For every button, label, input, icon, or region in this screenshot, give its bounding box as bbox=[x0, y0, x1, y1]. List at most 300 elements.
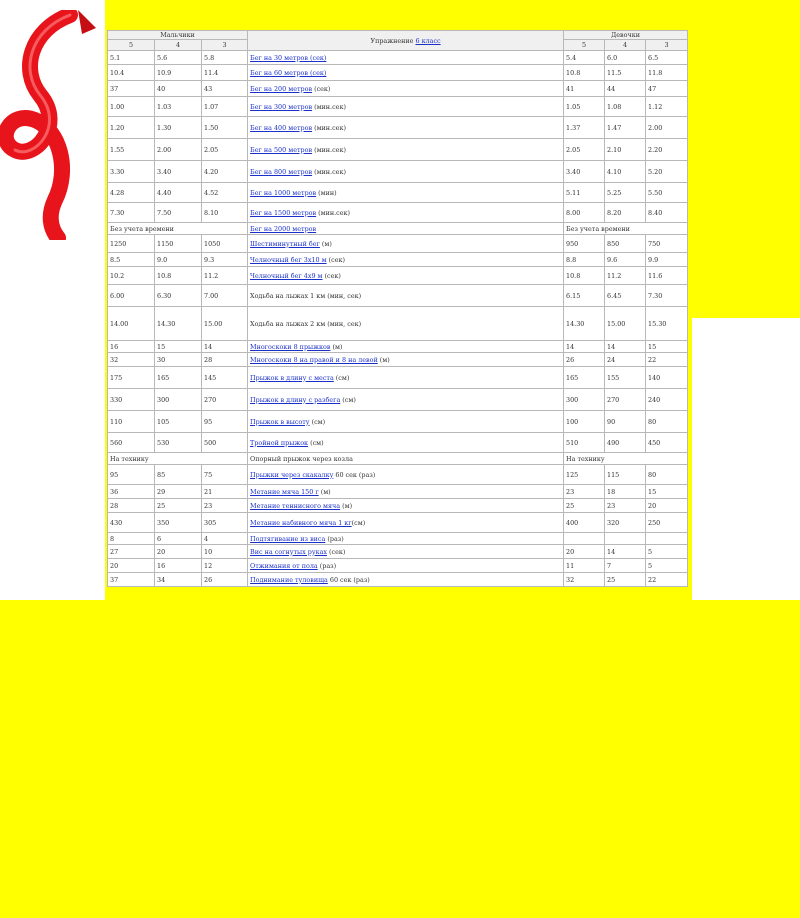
boys-value-cell: 10.9 bbox=[155, 65, 202, 81]
exercise-cell bbox=[248, 341, 564, 353]
boys-value-cell: 10.4 bbox=[108, 65, 155, 81]
boys-value-cell: 29 bbox=[155, 485, 202, 499]
girls-value-cell: 8.40 bbox=[646, 203, 688, 223]
boys-value-cell: 560 bbox=[108, 433, 155, 453]
boys-grade-3: 3 bbox=[202, 40, 248, 51]
girls-value-cell: 11.2 bbox=[605, 267, 646, 285]
girls-grade-3: 3 bbox=[646, 40, 688, 51]
girls-value-cell: 300 bbox=[564, 389, 605, 411]
girls-value-cell: 140 bbox=[646, 367, 688, 389]
norms-table bbox=[107, 30, 688, 587]
exercise-cell bbox=[248, 485, 564, 499]
boys-value-cell: 1.30 bbox=[155, 117, 202, 139]
exercise-unit: (см) bbox=[351, 518, 366, 527]
boys-value-cell: 12 bbox=[202, 559, 248, 573]
exercise-link[interactable]: Многоскоки 8 на правой и 8 на левой bbox=[250, 355, 378, 364]
boys-value-cell: 305 bbox=[202, 513, 248, 533]
table-row bbox=[108, 465, 688, 485]
exercise-link[interactable]: Прыжки через скакалку bbox=[250, 470, 334, 479]
boys-value-cell: 28 bbox=[108, 499, 155, 513]
exercise-unit: Ходьба на лыжах 1 км (мин, сек) bbox=[250, 291, 362, 300]
exercise-cell bbox=[248, 285, 564, 307]
girls-value-cell: 20 bbox=[564, 545, 605, 559]
girls-value-cell: 2.10 bbox=[605, 139, 646, 161]
exercise-link[interactable]: Метание мяча 150 г bbox=[250, 487, 319, 496]
girls-value-cell: 3.40 bbox=[564, 161, 605, 183]
girls-value-cell: 23 bbox=[605, 499, 646, 513]
boys-note-cell: Без учета времени bbox=[108, 223, 248, 235]
boys-grade-5: 5 bbox=[108, 40, 155, 51]
table-row bbox=[108, 513, 688, 533]
exercise-header bbox=[248, 31, 564, 51]
girls-value-cell: 750 bbox=[646, 235, 688, 253]
girls-value-cell: 2.00 bbox=[646, 117, 688, 139]
girls-value-cell: 14 bbox=[564, 341, 605, 353]
boys-value-cell: 27 bbox=[108, 545, 155, 559]
boys-value-cell: 430 bbox=[108, 513, 155, 533]
exercise-link[interactable]: Шестиминутный бег bbox=[250, 239, 320, 248]
girls-value-cell bbox=[564, 533, 605, 545]
exercise-unit: (м) bbox=[340, 501, 353, 510]
boys-value-cell: 16 bbox=[155, 559, 202, 573]
boys-value-cell: 5.6 bbox=[155, 51, 202, 65]
girls-value-cell: 490 bbox=[605, 433, 646, 453]
table-row bbox=[108, 485, 688, 499]
exercise-cell bbox=[248, 411, 564, 433]
boys-value-cell: 165 bbox=[155, 367, 202, 389]
boys-value-cell: 32 bbox=[108, 353, 155, 367]
exercise-unit: (сек) bbox=[326, 255, 345, 264]
girls-value-cell: 18 bbox=[605, 485, 646, 499]
girls-value-cell: 23 bbox=[564, 485, 605, 499]
exercise-unit: (мин.сек) bbox=[316, 208, 351, 217]
boys-value-cell: 2.05 bbox=[202, 139, 248, 161]
exercise-link[interactable]: Бег на 200 метров bbox=[250, 84, 313, 93]
boys-value-cell: 15.00 bbox=[202, 307, 248, 341]
girls-value-cell: 950 bbox=[564, 235, 605, 253]
girls-value-cell: 14.30 bbox=[564, 307, 605, 341]
girls-value-cell: 15.00 bbox=[605, 307, 646, 341]
boys-value-cell: 2.00 bbox=[155, 139, 202, 161]
exercise-unit: (м) bbox=[319, 239, 332, 248]
section-row bbox=[108, 453, 688, 465]
exercise-link[interactable]: Метание набивного мяча 1 кг bbox=[250, 518, 352, 527]
girls-value-cell: 22 bbox=[646, 573, 688, 587]
exercise-cell bbox=[248, 389, 564, 411]
header-row-top bbox=[108, 31, 688, 40]
exercise-unit: (см) bbox=[308, 438, 324, 447]
boys-value-cell: 5.8 bbox=[202, 51, 248, 65]
exercise-cell bbox=[248, 559, 564, 573]
exercise-unit: Ходьба на лыжах 2 км (мин, сек) bbox=[250, 319, 362, 328]
boys-header: Мальчики bbox=[108, 31, 248, 40]
boys-value-cell: 500 bbox=[202, 433, 248, 453]
boys-value-cell: 4.20 bbox=[202, 161, 248, 183]
exercise-cell bbox=[248, 203, 564, 223]
girls-value-cell bbox=[646, 533, 688, 545]
exercise-cell bbox=[248, 139, 564, 161]
exercise-link[interactable]: Челночный бег 3х10 м bbox=[250, 255, 327, 264]
boys-value-cell: 175 bbox=[108, 367, 155, 389]
boys-note-cell: На технику bbox=[108, 453, 248, 465]
girls-value-cell: 22 bbox=[646, 353, 688, 367]
girls-note-cell: Без учета времени bbox=[564, 223, 688, 235]
girls-value-cell: 9.6 bbox=[605, 253, 646, 267]
boys-value-cell: 7.50 bbox=[155, 203, 202, 223]
boys-value-cell: 23 bbox=[202, 499, 248, 513]
boys-value-cell: 3.40 bbox=[155, 161, 202, 183]
table-row bbox=[108, 183, 688, 203]
girls-value-cell: 80 bbox=[646, 411, 688, 433]
table-row bbox=[108, 341, 688, 353]
girls-value-cell: 26 bbox=[564, 353, 605, 367]
boys-value-cell: 300 bbox=[155, 389, 202, 411]
exercise-unit: (мин) bbox=[316, 188, 337, 197]
exercise-cell bbox=[248, 235, 564, 253]
exercise-cell bbox=[248, 453, 564, 465]
boys-value-cell: 8 bbox=[108, 533, 155, 545]
table-row bbox=[108, 559, 688, 573]
boys-value-cell: 4.52 bbox=[202, 183, 248, 203]
exercise-unit: (раз) bbox=[325, 534, 344, 543]
exercise-unit: (сек) bbox=[312, 84, 331, 93]
exercise-unit: (мин.сек) bbox=[312, 167, 346, 176]
girls-note-cell: На технику bbox=[564, 453, 688, 465]
boys-value-cell: 7.00 bbox=[202, 285, 248, 307]
boys-value-cell: 5.1 bbox=[108, 51, 155, 65]
exercise-link[interactable]: Бег на 800 метров bbox=[250, 167, 313, 176]
exercise-unit: (м) bbox=[377, 355, 390, 364]
boys-value-cell: 28 bbox=[202, 353, 248, 367]
boys-value-cell: 6.30 bbox=[155, 285, 202, 307]
girls-value-cell: 250 bbox=[646, 513, 688, 533]
right-white-panel bbox=[692, 318, 800, 600]
boys-value-cell: 43 bbox=[202, 81, 248, 97]
class-6-link[interactable]: 6 класс bbox=[415, 36, 441, 45]
girls-value-cell: 240 bbox=[646, 389, 688, 411]
exercise-link[interactable]: Бег на 2000 метров bbox=[250, 224, 317, 233]
boys-value-cell: 11.4 bbox=[202, 65, 248, 81]
girls-header: Девочки bbox=[564, 31, 688, 40]
table-row bbox=[108, 433, 688, 453]
exercise-cell bbox=[248, 161, 564, 183]
exercise-link[interactable]: Бег на 30 метров (сек) bbox=[250, 53, 327, 62]
exercise-link[interactable]: Бег на 500 метров bbox=[250, 145, 313, 154]
girls-value-cell: 32 bbox=[564, 573, 605, 587]
exercise-cell bbox=[248, 353, 564, 367]
exercise-cell bbox=[248, 513, 564, 533]
girls-value-cell: 15 bbox=[646, 341, 688, 353]
table-row bbox=[108, 389, 688, 411]
boys-value-cell: 34 bbox=[155, 573, 202, 587]
exercise-unit: (мин.сек) bbox=[312, 102, 346, 111]
exercise-cell bbox=[248, 51, 564, 65]
exercise-link[interactable]: Бег на 1000 метров bbox=[250, 188, 317, 197]
exercise-cell bbox=[248, 81, 564, 97]
table-row bbox=[108, 285, 688, 307]
boys-value-cell: 1.07 bbox=[202, 97, 248, 117]
table-row bbox=[108, 573, 688, 587]
exercise-unit: (сек) bbox=[327, 547, 346, 556]
exercise-unit: 60 сек (раз) bbox=[333, 470, 376, 479]
boys-value-cell: 37 bbox=[108, 573, 155, 587]
girls-value-cell: 1.12 bbox=[646, 97, 688, 117]
girls-value-cell: 90 bbox=[605, 411, 646, 433]
exercise-unit: (раз) bbox=[317, 561, 337, 570]
girls-value-cell: 24 bbox=[605, 353, 646, 367]
girls-value-cell: 1.08 bbox=[605, 97, 646, 117]
table-row bbox=[108, 161, 688, 183]
exercise-unit: (см) bbox=[333, 373, 350, 382]
girls-value-cell: 14 bbox=[605, 341, 646, 353]
girls-value-cell: 2.05 bbox=[564, 139, 605, 161]
boys-value-cell: 330 bbox=[108, 389, 155, 411]
table-row bbox=[108, 97, 688, 117]
exercise-cell bbox=[248, 65, 564, 81]
girls-value-cell: 9.9 bbox=[646, 253, 688, 267]
girls-value-cell: 5.20 bbox=[646, 161, 688, 183]
table-row bbox=[108, 367, 688, 389]
girls-value-cell: 450 bbox=[646, 433, 688, 453]
table-row bbox=[108, 65, 688, 81]
table-row bbox=[108, 81, 688, 97]
girls-value-cell: 6.45 bbox=[605, 285, 646, 307]
table-row bbox=[108, 533, 688, 545]
girls-value-cell: 1.47 bbox=[605, 117, 646, 139]
boys-value-cell: 1.55 bbox=[108, 139, 155, 161]
exercise-unit: (см) bbox=[340, 395, 356, 404]
boys-value-cell: 4.28 bbox=[108, 183, 155, 203]
exercise-unit: 60 сек (раз) bbox=[327, 575, 370, 584]
girls-value-cell: 1.05 bbox=[564, 97, 605, 117]
girls-value-cell: 510 bbox=[564, 433, 605, 453]
girls-value-cell: 5.25 bbox=[605, 183, 646, 203]
table-row bbox=[108, 307, 688, 341]
girls-value-cell: 100 bbox=[564, 411, 605, 433]
exercise-unit: (мин.сек) bbox=[312, 145, 346, 154]
boys-value-cell: 14 bbox=[202, 341, 248, 353]
section-row bbox=[108, 223, 688, 235]
boys-value-cell: 36 bbox=[108, 485, 155, 499]
table-row bbox=[108, 253, 688, 267]
exercise-link[interactable]: Бег на 1500 метров bbox=[250, 208, 317, 217]
table-row bbox=[108, 353, 688, 367]
table-row bbox=[108, 51, 688, 65]
exercise-link[interactable]: Бег на 300 метров bbox=[250, 102, 313, 111]
exercise-link[interactable]: Прыжок в высоту bbox=[250, 417, 310, 426]
boys-value-cell: 1050 bbox=[202, 235, 248, 253]
boys-value-cell: 16 bbox=[108, 341, 155, 353]
boys-value-cell: 20 bbox=[108, 559, 155, 573]
girls-value-cell: 115 bbox=[605, 465, 646, 485]
girls-value-cell: 11.6 bbox=[646, 267, 688, 285]
boys-value-cell: 1.20 bbox=[108, 117, 155, 139]
exercise-cell bbox=[248, 117, 564, 139]
table-row bbox=[108, 267, 688, 285]
boys-value-cell: 1.00 bbox=[108, 97, 155, 117]
exercise-link[interactable]: Прыжок в длину с разбега bbox=[250, 395, 341, 404]
boys-value-cell: 1150 bbox=[155, 235, 202, 253]
exercise-link[interactable]: Челночный бег 4х9 м bbox=[250, 271, 323, 280]
boys-value-cell: 105 bbox=[155, 411, 202, 433]
exercise-link[interactable]: Бег на 400 метров bbox=[250, 123, 313, 132]
boys-value-cell: 85 bbox=[155, 465, 202, 485]
boys-value-cell: 8.5 bbox=[108, 253, 155, 267]
boys-value-cell: 4.40 bbox=[155, 183, 202, 203]
girls-value-cell: 7.30 bbox=[646, 285, 688, 307]
girls-value-cell: 20 bbox=[646, 499, 688, 513]
boys-value-cell: 8.10 bbox=[202, 203, 248, 223]
boys-value-cell: 9.0 bbox=[155, 253, 202, 267]
boys-value-cell: 10.2 bbox=[108, 267, 155, 285]
girls-value-cell: 6.0 bbox=[605, 51, 646, 65]
girls-value-cell bbox=[605, 533, 646, 545]
boys-value-cell: 110 bbox=[108, 411, 155, 433]
boys-value-cell: 7.30 bbox=[108, 203, 155, 223]
boys-value-cell: 1.03 bbox=[155, 97, 202, 117]
girls-value-cell: 25 bbox=[564, 499, 605, 513]
girls-value-cell: 400 bbox=[564, 513, 605, 533]
exercise-link[interactable]: Многоскоки 8 прыжков bbox=[250, 342, 331, 351]
exercise-cell bbox=[248, 573, 564, 587]
girls-grade-4: 4 bbox=[605, 40, 646, 51]
exercise-unit: (сек) bbox=[322, 271, 341, 280]
exercise-link[interactable]: Подтягивание из виса bbox=[250, 534, 326, 543]
exercise-cell bbox=[248, 367, 564, 389]
girls-value-cell: 41 bbox=[564, 81, 605, 97]
girls-value-cell: 10.8 bbox=[564, 267, 605, 285]
exercise-unit: (м) bbox=[330, 342, 343, 351]
boys-value-cell: 14.00 bbox=[108, 307, 155, 341]
girls-value-cell: 6.15 bbox=[564, 285, 605, 307]
exercise-link[interactable]: Отжимания от пола bbox=[250, 561, 318, 570]
boys-value-cell: 95 bbox=[108, 465, 155, 485]
boys-value-cell: 40 bbox=[155, 81, 202, 97]
girls-value-cell: 8.20 bbox=[605, 203, 646, 223]
boys-value-cell: 30 bbox=[155, 353, 202, 367]
girls-value-cell: 25 bbox=[605, 573, 646, 587]
girls-value-cell: 10.8 bbox=[564, 65, 605, 81]
exercise-cell bbox=[248, 307, 564, 341]
boys-value-cell: 21 bbox=[202, 485, 248, 499]
boys-value-cell: 10.8 bbox=[155, 267, 202, 285]
girls-value-cell: 5 bbox=[646, 559, 688, 573]
girls-value-cell: 44 bbox=[605, 81, 646, 97]
girls-value-cell: 11.8 bbox=[646, 65, 688, 81]
boys-value-cell: 1.50 bbox=[202, 117, 248, 139]
exercise-link[interactable]: Бег на 60 метров (сек) bbox=[250, 68, 327, 77]
exercise-cell bbox=[248, 533, 564, 545]
girls-value-cell: 5.11 bbox=[564, 183, 605, 203]
exercise-cell bbox=[248, 223, 564, 235]
table-row bbox=[108, 203, 688, 223]
table-row bbox=[108, 545, 688, 559]
exercise-unit: Опорный прыжок через козла bbox=[250, 454, 353, 463]
boys-value-cell: 75 bbox=[202, 465, 248, 485]
boys-value-cell: 26 bbox=[202, 573, 248, 587]
boys-value-cell: 15 bbox=[155, 341, 202, 353]
girls-value-cell: 8.00 bbox=[564, 203, 605, 223]
table-row bbox=[108, 117, 688, 139]
girls-value-cell: 80 bbox=[646, 465, 688, 485]
boys-grade-4: 4 bbox=[155, 40, 202, 51]
girls-value-cell: 1.37 bbox=[564, 117, 605, 139]
boys-value-cell: 530 bbox=[155, 433, 202, 453]
girls-value-cell: 6.5 bbox=[646, 51, 688, 65]
girls-value-cell: 11 bbox=[564, 559, 605, 573]
boys-value-cell: 14.30 bbox=[155, 307, 202, 341]
girls-value-cell: 125 bbox=[564, 465, 605, 485]
boys-value-cell: 6.00 bbox=[108, 285, 155, 307]
girls-value-cell: 5.50 bbox=[646, 183, 688, 203]
girls-value-cell: 8.8 bbox=[564, 253, 605, 267]
girls-value-cell: 850 bbox=[605, 235, 646, 253]
boys-value-cell: 6 bbox=[155, 533, 202, 545]
girls-value-cell: 320 bbox=[605, 513, 646, 533]
girls-grade-5: 5 bbox=[564, 40, 605, 51]
girls-value-cell: 2.20 bbox=[646, 139, 688, 161]
boys-value-cell: 4 bbox=[202, 533, 248, 545]
table-row bbox=[108, 499, 688, 513]
exercise-unit: (м) bbox=[318, 487, 331, 496]
girls-value-cell: 5.4 bbox=[564, 51, 605, 65]
girls-value-cell: 5 bbox=[646, 545, 688, 559]
girls-value-cell: 15.30 bbox=[646, 307, 688, 341]
boys-value-cell: 350 bbox=[155, 513, 202, 533]
table-row bbox=[108, 139, 688, 161]
exercise-cell bbox=[248, 267, 564, 285]
girls-value-cell: 165 bbox=[564, 367, 605, 389]
left-white-panel bbox=[0, 0, 105, 600]
boys-value-cell: 1250 bbox=[108, 235, 155, 253]
girls-value-cell: 47 bbox=[646, 81, 688, 97]
boys-value-cell: 20 bbox=[155, 545, 202, 559]
boys-value-cell: 145 bbox=[202, 367, 248, 389]
red-ribbon-left bbox=[0, 10, 105, 240]
exercise-cell bbox=[248, 183, 564, 203]
girls-value-cell: 4.10 bbox=[605, 161, 646, 183]
girls-value-cell: 155 bbox=[605, 367, 646, 389]
exercise-link[interactable]: Прыжок в длину с места bbox=[250, 373, 334, 382]
exercise-cell bbox=[248, 253, 564, 267]
boys-value-cell: 3.30 bbox=[108, 161, 155, 183]
exercise-cell bbox=[248, 433, 564, 453]
girls-value-cell: 270 bbox=[605, 389, 646, 411]
boys-value-cell: 25 bbox=[155, 499, 202, 513]
boys-value-cell: 37 bbox=[108, 81, 155, 97]
exercise-link[interactable]: Тройной прыжок bbox=[250, 438, 309, 447]
exercise-link[interactable]: Вис на согнутых руках bbox=[250, 547, 328, 556]
boys-value-cell: 270 bbox=[202, 389, 248, 411]
table-row bbox=[108, 411, 688, 433]
girls-value-cell: 14 bbox=[605, 545, 646, 559]
boys-value-cell: 95 bbox=[202, 411, 248, 433]
girls-value-cell: 11.5 bbox=[605, 65, 646, 81]
boys-value-cell: 10 bbox=[202, 545, 248, 559]
girls-value-cell: 15 bbox=[646, 485, 688, 499]
exercise-cell bbox=[248, 499, 564, 513]
exercise-cell bbox=[248, 465, 564, 485]
exercise-link[interactable]: Поднимание туловища bbox=[250, 575, 328, 584]
boys-value-cell: 9.3 bbox=[202, 253, 248, 267]
exercise-unit: (мин.сек) bbox=[312, 123, 346, 132]
exercise-unit: (см) bbox=[309, 417, 326, 426]
exercise-cell bbox=[248, 97, 564, 117]
boys-value-cell: 11.2 bbox=[202, 267, 248, 285]
table-row bbox=[108, 235, 688, 253]
exercise-cell bbox=[248, 545, 564, 559]
exercise-link[interactable]: Метание теннисного мяча bbox=[250, 501, 341, 510]
